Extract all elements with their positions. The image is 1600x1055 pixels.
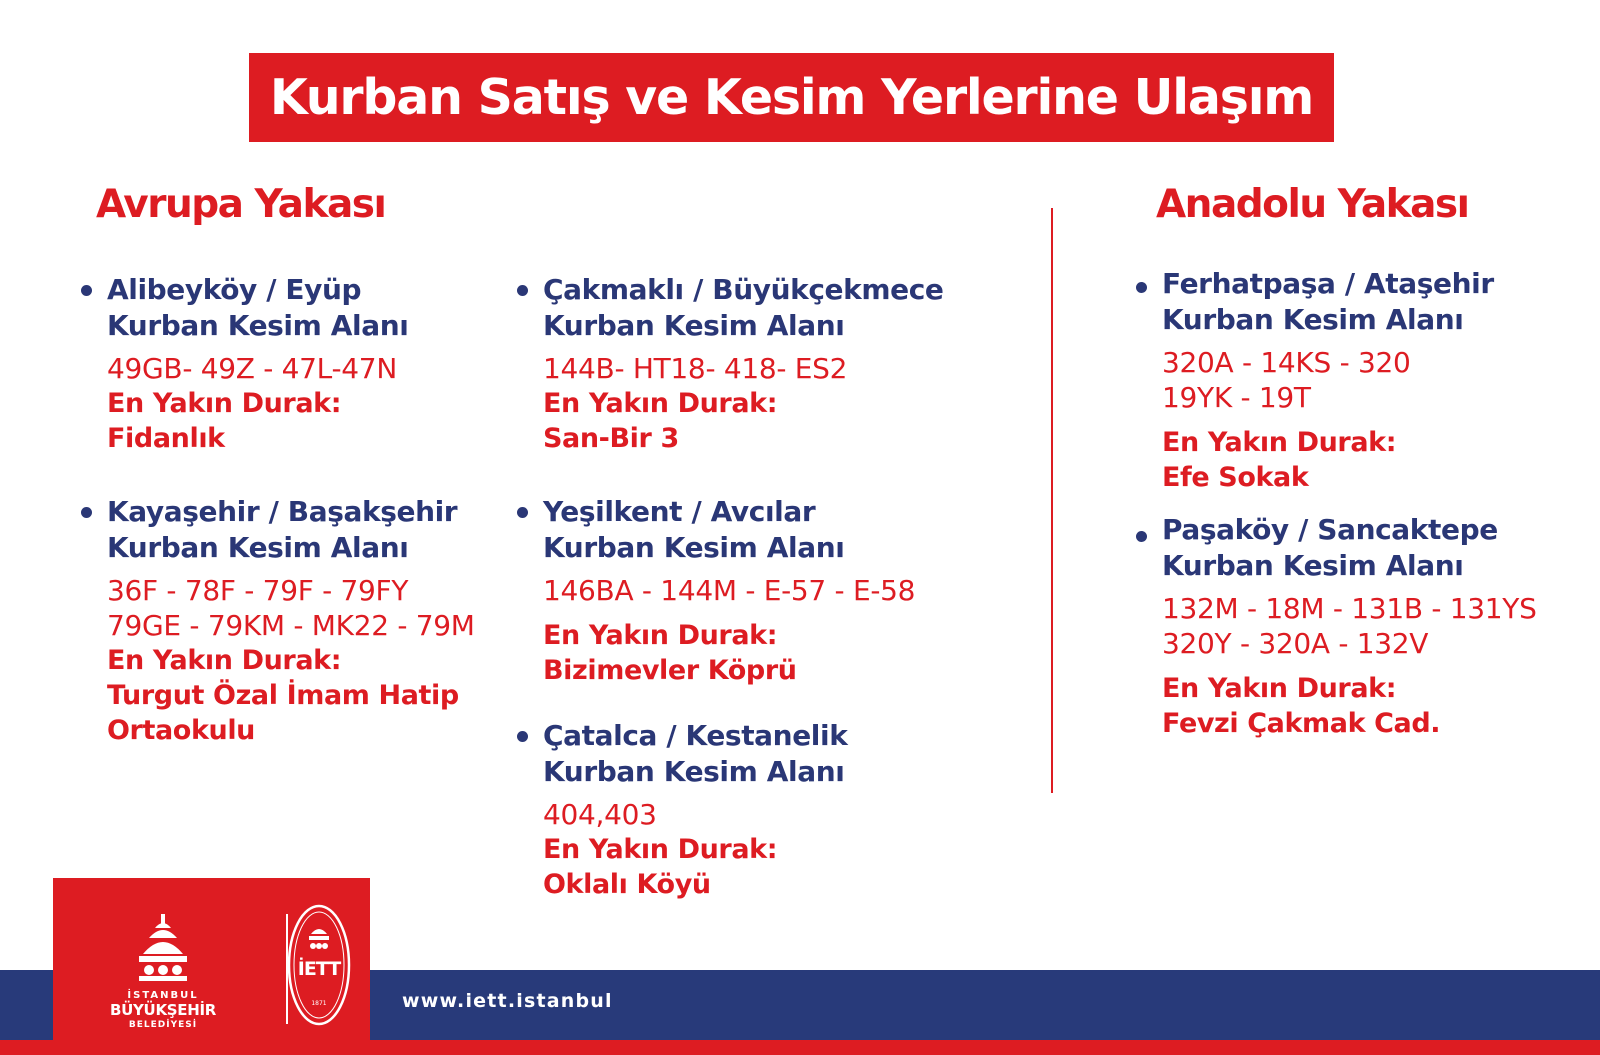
location-name: Paşaköy / Sancaktepe xyxy=(1162,513,1498,546)
route-list: 320A - 14KS - 320 xyxy=(1162,346,1411,379)
bullet-icon xyxy=(1136,531,1147,542)
route-list: 79GE - 79KM - MK22 - 79M xyxy=(107,609,475,642)
bullet-icon xyxy=(1136,282,1147,293)
ibb-logo xyxy=(53,878,273,1055)
location-entry-cakmakli xyxy=(543,272,944,456)
footer-website-link[interactable]: www.iett.istanbul xyxy=(402,990,613,1012)
stop-name: Fidanlık xyxy=(107,423,225,454)
bullet-icon xyxy=(517,507,528,518)
route-list: 19YK - 19T xyxy=(1162,381,1311,414)
avrupa-heading: Avrupa Yakası xyxy=(96,182,386,227)
location-name: Ferhatpaşa / Ataşehir xyxy=(1162,267,1494,300)
column-divider xyxy=(1051,208,1053,793)
route-list: 146BA - 144M - E-57 - E-58 xyxy=(543,574,916,607)
route-list: 320Y - 320A - 132V xyxy=(1162,627,1429,660)
stop-label: En Yakın Durak: xyxy=(107,388,342,419)
ibb-mosque-icon xyxy=(133,914,193,984)
iett-logo xyxy=(271,904,371,1029)
bullet-icon xyxy=(81,285,92,296)
bullet-icon xyxy=(517,731,528,742)
location-subtitle: Kurban Kesim Alanı xyxy=(107,309,409,342)
location-name: Kayaşehir / Başakşehir xyxy=(107,495,458,528)
stop-name: San-Bir 3 xyxy=(543,423,679,454)
stop-label: En Yakın Durak: xyxy=(543,388,778,419)
location-subtitle: Kurban Kesim Alanı xyxy=(543,755,845,788)
iett-logo-year: 1871 xyxy=(311,1000,327,1007)
route-list: 404,403 xyxy=(543,798,657,831)
stop-name: Bizimevler Köprü xyxy=(543,655,797,686)
location-entry-catalca xyxy=(543,718,847,902)
location-subtitle: Kurban Kesim Alanı xyxy=(1162,549,1464,582)
logo-panel xyxy=(53,878,370,1055)
bullet-icon xyxy=(81,507,92,518)
stop-label: En Yakın Durak: xyxy=(543,620,778,651)
location-subtitle: Kurban Kesim Alanı xyxy=(543,531,845,564)
stop-name: Turgut Özal İmam Hatip xyxy=(107,680,459,711)
stop-label: En Yakın Durak: xyxy=(107,645,342,676)
route-list: 144B- HT18- 418- ES2 xyxy=(543,352,848,385)
location-name: Çakmaklı / Büyükçekmece xyxy=(543,273,944,306)
location-subtitle: Kurban Kesim Alanı xyxy=(1162,303,1464,336)
iett-logo-text: İETT xyxy=(297,958,341,980)
location-subtitle: Kurban Kesim Alanı xyxy=(107,531,409,564)
page-title: Kurban Satış ve Kesim Yerlerine Ulaşım xyxy=(269,69,1314,126)
location-entry-pasakoy xyxy=(1162,512,1537,741)
location-name: Çatalca / Kestanelik xyxy=(543,719,848,752)
location-entry-kayasehir xyxy=(107,494,475,748)
route-list: 132M - 18M - 131B - 131YS xyxy=(1162,592,1537,625)
title-banner xyxy=(249,53,1334,142)
stop-label: En Yakın Durak: xyxy=(543,834,778,865)
bullet-icon xyxy=(517,285,528,296)
route-list: 36F - 78F - 79F - 79FY xyxy=(107,574,409,607)
location-entry-yesilkent xyxy=(543,494,915,688)
ibb-logo-line3: BELEDİYESİ xyxy=(128,1020,198,1030)
location-name: Alibeyköy / Eyüp xyxy=(107,273,362,306)
stop-label: En Yakın Durak: xyxy=(1162,673,1397,704)
stop-name: Efe Sokak xyxy=(1162,462,1309,493)
stop-name: Ortaokulu xyxy=(107,715,255,746)
stop-name: Oklalı Köyü xyxy=(543,869,711,900)
location-name: Yeşilkent / Avcılar xyxy=(543,495,816,528)
ibb-logo-line2: BÜYÜKŞEHİR xyxy=(109,1001,216,1019)
ibb-logo-line1: İSTANBUL xyxy=(127,990,199,1001)
route-list: 49GB- 49Z - 47L-47N xyxy=(107,352,397,385)
location-entry-ferhatpasa xyxy=(1162,266,1494,495)
stop-label: En Yakın Durak: xyxy=(1162,427,1397,458)
location-subtitle: Kurban Kesim Alanı xyxy=(543,309,845,342)
stop-name: Fevzi Çakmak Cad. xyxy=(1162,708,1441,739)
location-entry-alibeykoy xyxy=(107,272,408,456)
anadolu-heading: Anadolu Yakası xyxy=(1156,182,1469,227)
